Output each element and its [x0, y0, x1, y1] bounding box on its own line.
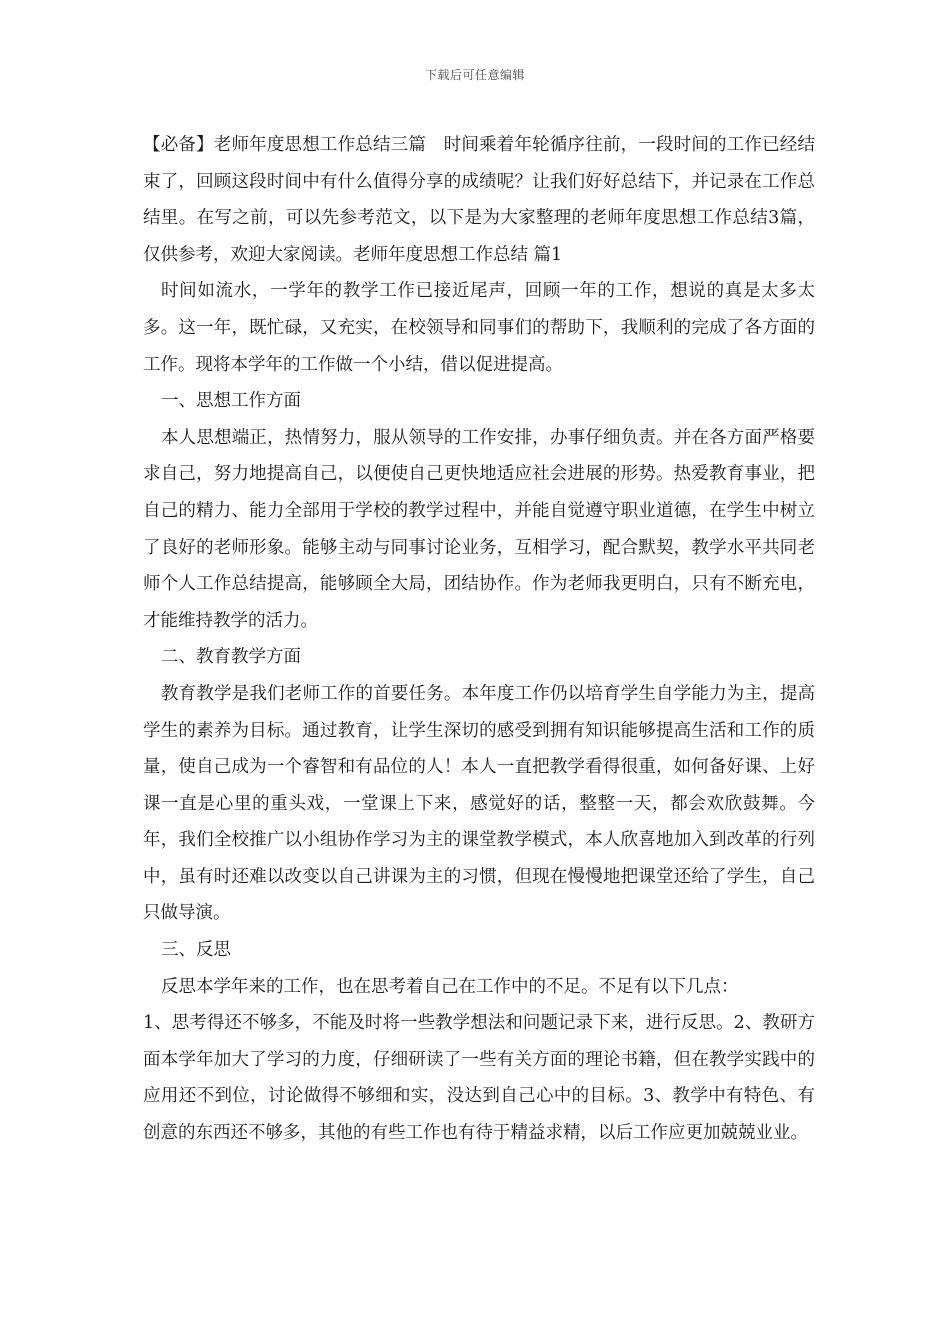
- page-header: 下载后可任意编辑: [424, 68, 525, 82]
- section-1-heading: 一、思想工作方面: [161, 391, 301, 412]
- section-2-heading: 二、教育教学方面: [161, 647, 301, 668]
- section-1-body: 本人思想端正，热情努力，服从领导的工作安排，办事仔细负责。并在各方面严格要求自己，努力地提高自己，以便使自己更快地适应社会进展的形势。热爱教育事业，把自己的精力、能力全部用于学校的教学过程中，并能自觉遵守职业道德，在学生中树立了良好的老师形象。能够主动与同事讨论业务，互相学习，配合默契，教学水平共同老师个人工作总结提高，能够顾全大局，团结协作。作为老师我更明白，只有不断充电，才能维持教学的活力。: [143, 427, 815, 631]
- paragraph-1: 时间如流水，一学年的教学工作已接近尾声，回顾一年的工作，想说的真是太多太多。这一年，既忙碌，又充实，在校领导和同事们的帮助下，我顺利的完成了各方面的工作。现将本学年的工作做一个小结，借以促进提高。: [143, 281, 815, 375]
- section-3-body-1: 反思本学年来的工作，也在思考着自己在工作中的不足。不足有以下几点：: [161, 976, 739, 997]
- document-body: [143, 127, 815, 1152]
- section-3-heading: 三、反思: [161, 940, 231, 961]
- intro-paragraph: 【必备】老师年度思想工作总结三篇 时间乘着年轮循序往前，一段时间的工作已经结束了，回顾这段时间中有什么值得分享的成绩呢？让我们好好总结下，并记录在工作总结里。在写之前，可以先参考范文，以下是为大家整理的老师年度思想工作总结3篇，仅供参考，欢迎大家阅读。老师年度思想工作总结 篇1: [143, 135, 815, 265]
- section-2-body: 教育教学是我们老师工作的首要任务。本年度工作仍以培育学生自学能力为主，提高学生的素养为目标。通过教育，让学生深切的感受到拥有知识能够提高生活和工作的质量，使自己成为一个睿智和有品位的人！本人一直把教学看得很重，如何备好课、上好课一直是心里的重头戏，一堂课上下来，感觉好的话，整整一天，都会欢欣鼓舞。今年，我们全校推广以小组协作学习为主的课堂教学模式，本人欣喜地加入到改革的行列中，虽有时还难以改变以自己讲课为主的习惯，但现在慢慢地把课堂还给了学生，自己只做导演。: [143, 683, 815, 924]
- section-3-body-2: 1、思考得还不够多，不能及时将一些教学想法和问题记录下来，进行反思。2、教研方面本学年加大了学习的力度，仔细研读了一些有关方面的理论书籍，但在教学实践中的应用还不到位，讨论做得不够细和实，没达到自己心中的目标。3、教学中有特色、有创意的东西还不够多，其他的有些工作也有待于精益求精，以后工作应更加兢兢业业。: [143, 1013, 815, 1144]
